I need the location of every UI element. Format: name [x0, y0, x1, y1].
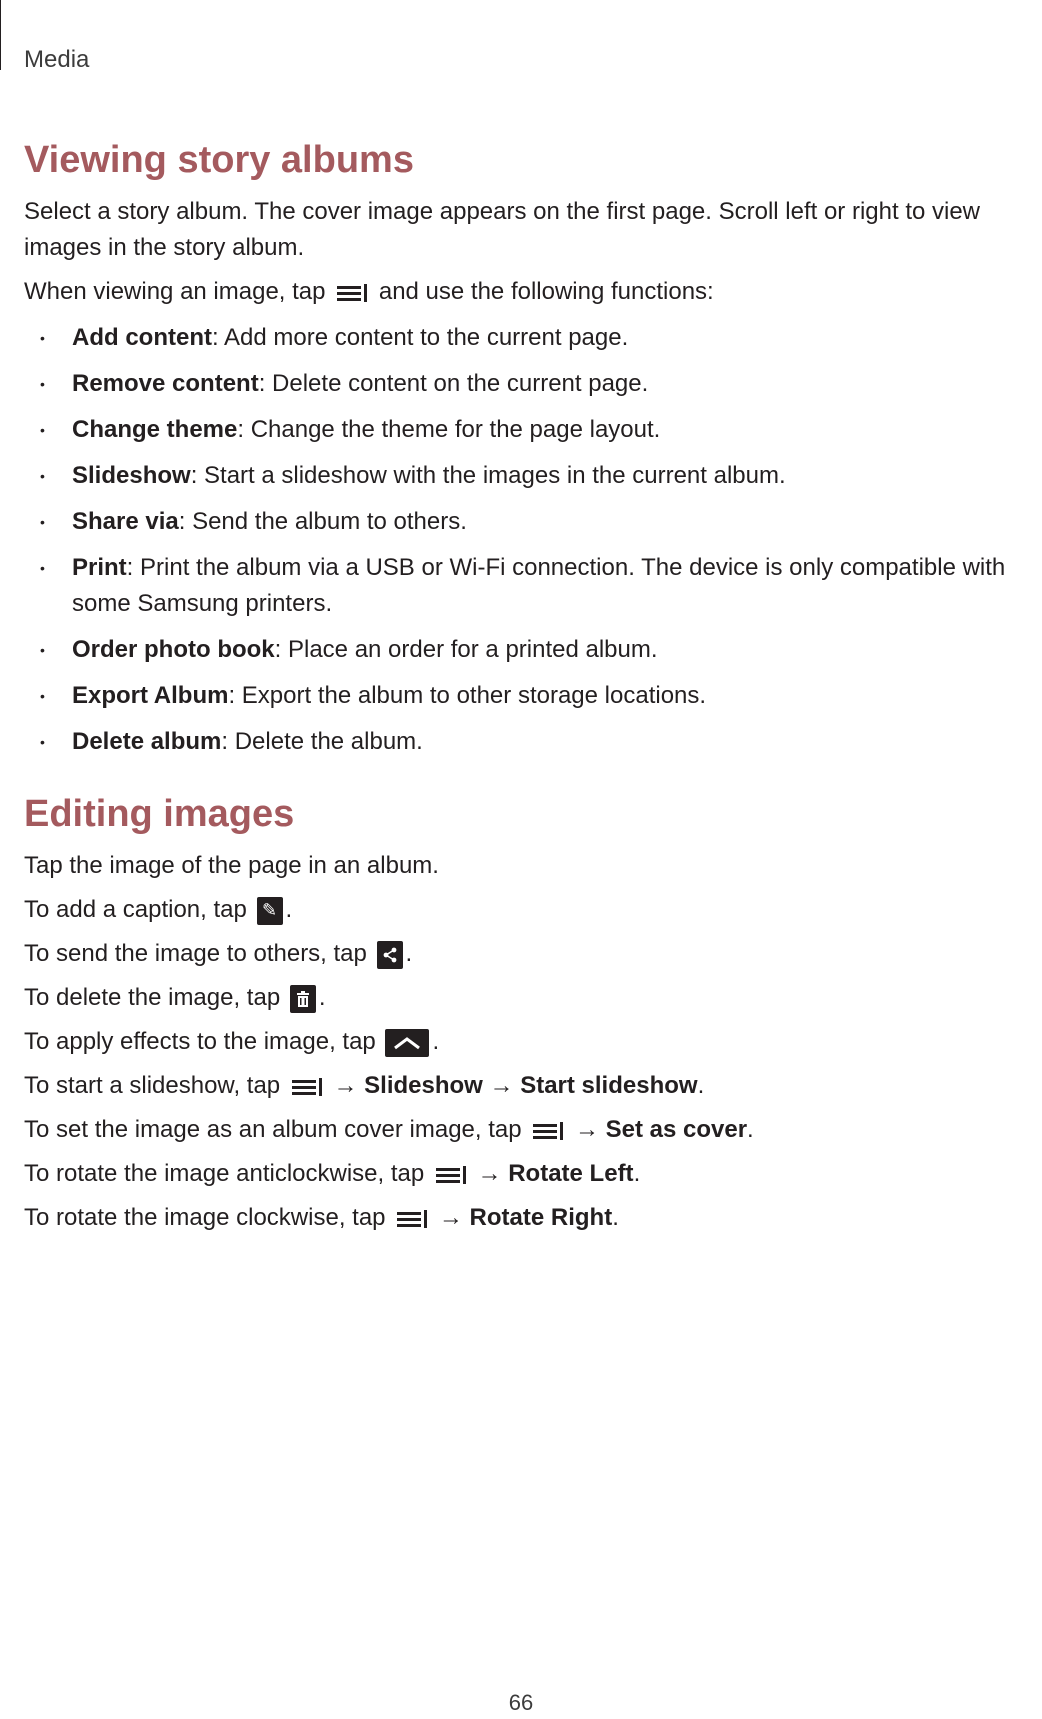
editing-line-share: To send the image to others, tap . [24, 940, 413, 967]
editing-line-rotate-right: To rotate the image clockwise, tap → Rotate Right. [24, 1204, 619, 1231]
section-header: Media [24, 46, 90, 73]
function-desc: : Delete the album. [221, 728, 423, 755]
page-number: 66 [508, 1690, 534, 1715]
trash-icon [290, 985, 316, 1013]
pencil-icon: ✎ [257, 897, 283, 925]
list-item: • Delete album: Delete the album. [40, 728, 423, 755]
editing-line-slideshow: To start a slideshow, tap → Slideshow → Start slideshow. [24, 1072, 705, 1099]
menu-icon [395, 1208, 429, 1230]
list-item: • Print: Print the album via a USB or Wi-Fi connection. The device is only compatible with some Samsung printers. [40, 554, 1006, 617]
function-desc: : Start a slideshow with the images in the current album. [190, 462, 786, 489]
editing-line-delete: To delete the image, tap . [24, 984, 326, 1011]
editing-line-cover: To set the image as an album cover image, tap → Set as cover. [24, 1116, 754, 1143]
menu-instruction [24, 274, 1034, 310]
menu-icon [531, 1120, 565, 1142]
editing-line-tap: Tap the image of the page in an album. [24, 852, 439, 879]
function-desc: : Print the album via a USB or Wi-Fi connection. The device is only compatible with some Samsung printers. [72, 554, 1006, 617]
menu-icon [434, 1164, 468, 1186]
function-term: Remove content [72, 370, 259, 397]
list-item: • Change theme: Change the theme for the page layout. [40, 416, 661, 443]
menu-icon [290, 1076, 324, 1098]
share-icon [377, 941, 403, 969]
function-desc: : Place an order for a printed album. [274, 636, 658, 663]
function-term: Delete album [72, 728, 222, 755]
section-title-editing: Editing images [24, 793, 295, 835]
page-content [24, 136, 1034, 1236]
menu-instruction-text: When viewing an image, tap [24, 278, 333, 305]
function-desc: : Add more content to the current page. [211, 324, 629, 351]
list-item: • Export Album: Export the album to other storage locations. [40, 682, 707, 709]
editing-line-rotate-left: To rotate the image anticlockwise, tap → Rotate Left. [24, 1160, 641, 1187]
corner-rule [0, 0, 1, 70]
menu-icon [335, 282, 369, 304]
function-term: Print [72, 554, 127, 581]
menu-instruction-text-end: and use the following functions: [372, 278, 714, 305]
list-item: • Slideshow: Start a slideshow with the images in the current album. [40, 462, 786, 489]
list-item: • Order photo book: Place an order for a printed album. [40, 636, 658, 663]
function-term: Slideshow [72, 462, 191, 489]
list-item: • Share via: Send the album to others. [40, 508, 467, 535]
section-title-viewing: Viewing story albums [24, 139, 414, 181]
function-desc: : Change the theme for the page layout. [237, 416, 661, 443]
intro-paragraph: Select a story album. The cover image appears on the first page. Scroll left or right to view images in the story album. [24, 198, 981, 261]
functions-list [24, 320, 1034, 760]
function-term: Export Album [72, 682, 229, 709]
function-term: Change theme [72, 416, 238, 443]
function-term: Order photo book [72, 636, 275, 663]
list-item: • Add content: Add more content to the current page. [40, 324, 629, 351]
function-desc: : Delete content on the current page. [258, 370, 649, 397]
list-item: • Remove content: Delete content on the current page. [40, 370, 649, 397]
function-term: Add content [72, 324, 212, 351]
editing-line-effects: To apply effects to the image, tap . [24, 1028, 440, 1055]
editing-line-caption: To add a caption, tap ✎ . [24, 896, 293, 923]
function-desc: : Send the album to others. [178, 508, 467, 535]
function-term: Share via [72, 508, 179, 535]
effects-icon [385, 1029, 429, 1057]
function-desc: : Export the album to other storage locations. [228, 682, 707, 709]
